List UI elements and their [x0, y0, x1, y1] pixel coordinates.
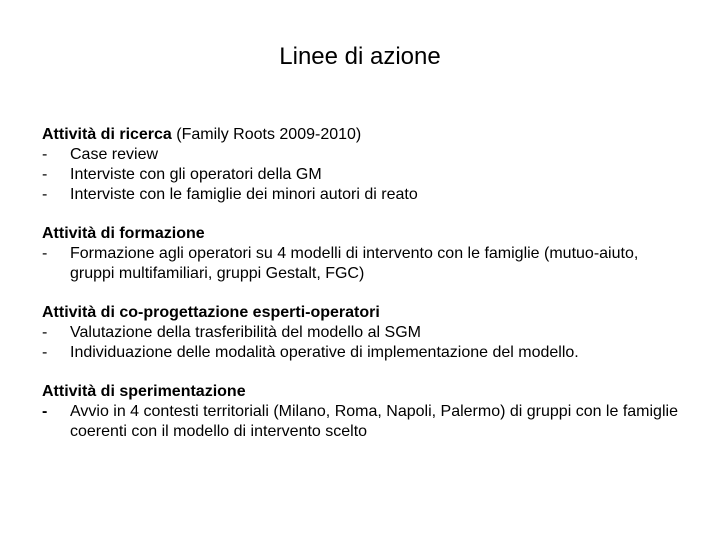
bullet-dash: - [42, 186, 48, 203]
list-item [42, 185, 682, 205]
section-heading-bold: Attività di ricerca [42, 126, 172, 143]
list-item-text: Avvio in 4 contesti territoriali (Milano, Roma, Napoli, Palermo) di gruppi con le famiglie coerenti con il modello di intervento scelto [70, 403, 678, 440]
list-item-text: Interviste con le famiglie dei minori autori di reato [70, 186, 418, 203]
list-item [42, 402, 682, 442]
section-heading-note: (Family Roots 2009-2010) [171, 126, 362, 143]
list-item-text: Case review [70, 146, 159, 163]
section-heading [42, 224, 682, 244]
bullet-dash: - [42, 344, 48, 361]
list-item [42, 323, 682, 343]
section-heading [42, 303, 682, 323]
section-ricerca [42, 125, 682, 205]
section-sperimentazione [42, 382, 682, 442]
bullet-dash: - [42, 166, 48, 183]
slide-title: Linee di azione [279, 43, 441, 70]
list-item-text: Individuazione delle modalità operative di implementazione del modello. [70, 344, 579, 361]
list-item [42, 145, 682, 165]
section-heading [42, 382, 682, 402]
section-co-progettazione [42, 303, 682, 363]
list-item [42, 343, 682, 363]
section-heading-bold: Attività di formazione [42, 225, 205, 242]
list-item [42, 165, 682, 185]
bullet-dash: - [42, 146, 48, 163]
section-heading-bold: Attività di co-progettazione esperti-operatori [42, 304, 380, 321]
section-formazione [42, 224, 682, 284]
list-item-text: Formazione agli operatori su 4 modelli di intervento con le famiglie (mutuo-aiuto, gruppi multifamiliari, gruppi Gestalt, FGC) [70, 245, 639, 282]
bullet-dash: - [42, 245, 48, 262]
bullet-dash: - [42, 403, 48, 420]
list-item [42, 244, 682, 284]
section-heading-bold: Attività di sperimentazione [42, 383, 246, 400]
list-item-text: Valutazione della trasferibilità del modello al SGM [70, 324, 421, 341]
slide-body [42, 125, 682, 461]
section-heading [42, 125, 682, 145]
bullet-dash: - [42, 324, 48, 341]
list-item-text: Interviste con gli operatori della GM [70, 166, 322, 183]
